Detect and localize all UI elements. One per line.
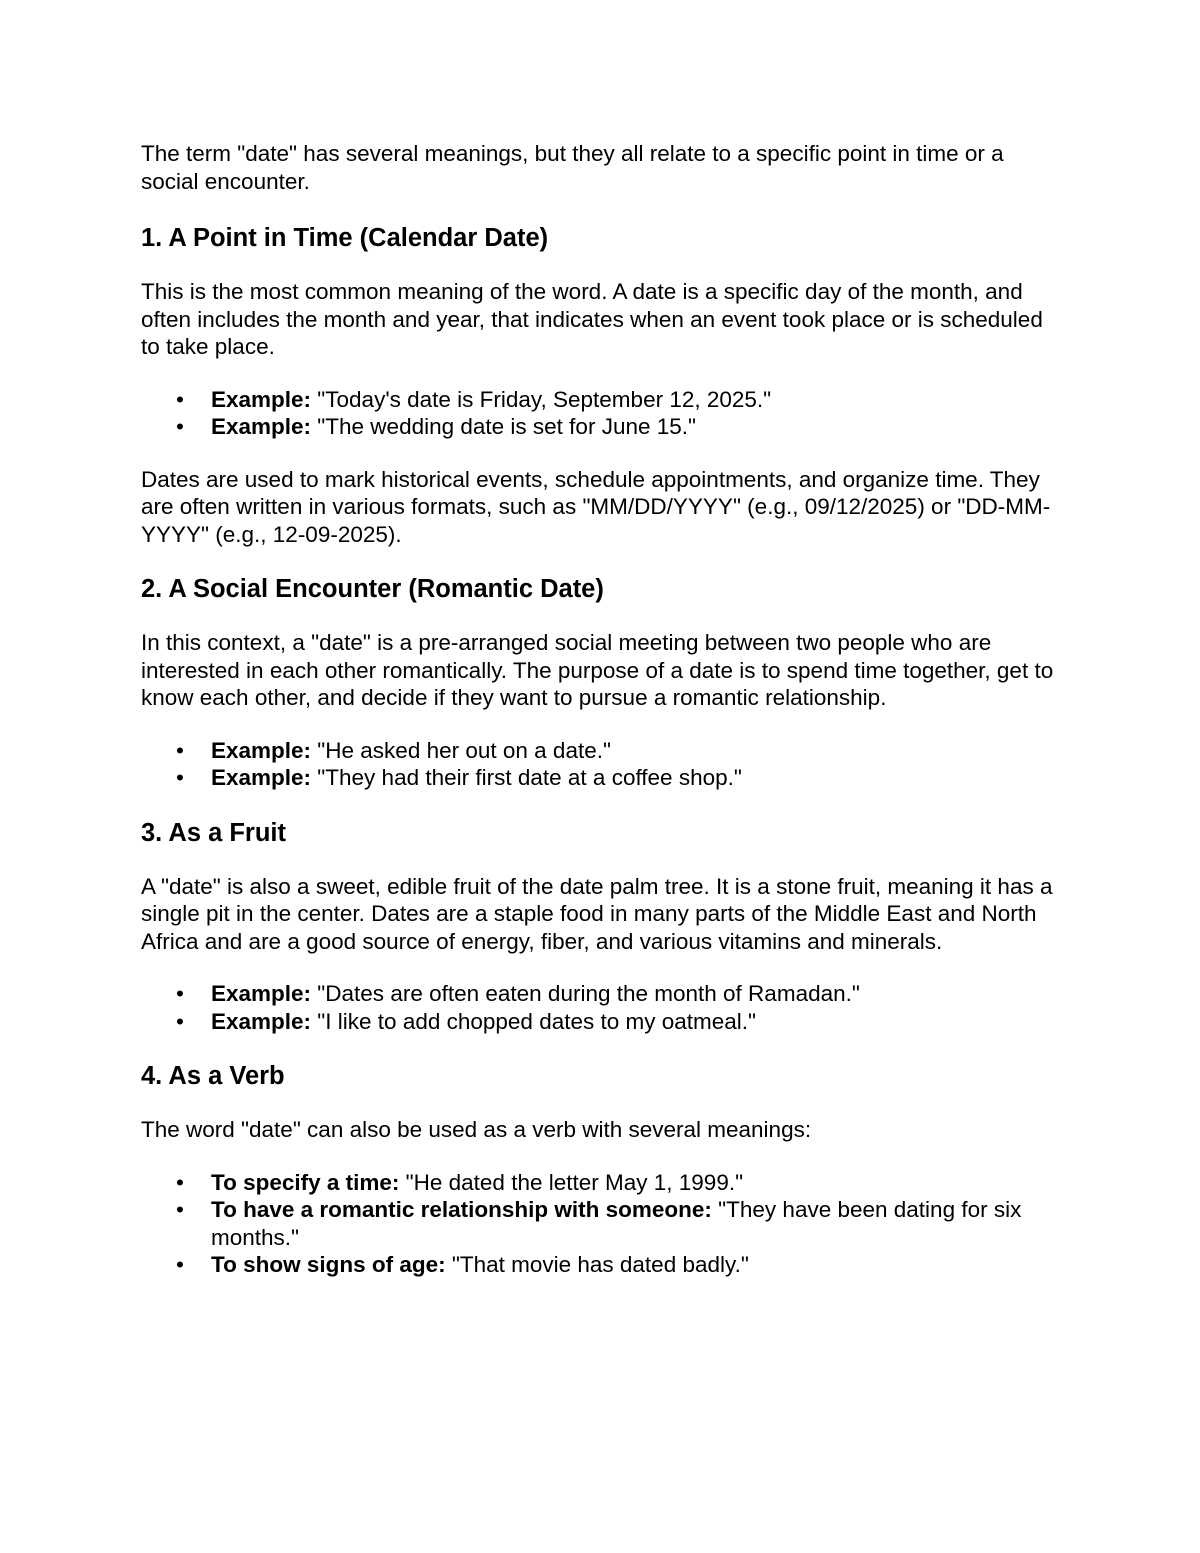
- example-text: "He asked her out on a date.": [311, 737, 611, 763]
- bullet-icon: •: [176, 414, 184, 439]
- meaning-label: To specify a time:: [211, 1169, 400, 1195]
- meaning-text: "He dated the letter May 1, 1999.": [399, 1169, 744, 1195]
- list-item: [141, 1169, 1061, 1197]
- intro-paragraph: The term "date" has several meanings, but they all relate to a specific point in time or a social encounter.: [141, 141, 1004, 194]
- example-label: Example:: [211, 414, 312, 439]
- section-heading-verb: 4. As a Verb: [141, 1062, 285, 1090]
- section-paragraph-fruit: A "date" is also a sweet, edible fruit of the date palm tree. It is a stone fruit, meaning it has a single pit in the center. Dates are a staple food in many parts of the Middle East and North Africa and are a good source of energy, fiber, and various vitamins and minerals.: [141, 873, 1053, 954]
- meaning-label: To show signs of age:: [211, 1252, 446, 1277]
- example-text: "They had their first date at a coffee shop.": [311, 765, 742, 790]
- bullet-icon: •: [176, 1169, 184, 1195]
- section-heading-calendar-date: 1. A Point in Time (Calendar Date): [141, 224, 549, 252]
- meaning-label: To have a romantic relationship with someone:: [211, 1197, 712, 1222]
- bullet-icon: •: [176, 981, 184, 1006]
- bullet-icon: •: [176, 1252, 184, 1277]
- bullet-icon: •: [176, 1197, 184, 1222]
- example-list-romantic-date: [141, 737, 1061, 792]
- example-text: "The wedding date is set for June 15.": [311, 414, 696, 439]
- example-label: Example:: [211, 981, 312, 1006]
- document-page: [141, 140, 1061, 1279]
- bullet-icon: •: [176, 737, 184, 763]
- section-paragraph-romantic-date: In this context, a "date" is a pre-arranged social meeting between two people who are interested in each other romantically. The purpose of a date is to spend time together, get to know each other, and decide if they want to pursue a romantic relationship.: [141, 630, 1054, 710]
- bullet-icon: •: [176, 765, 184, 790]
- example-label: Example:: [211, 1008, 312, 1034]
- meaning-text: "They have been dating for six months.": [211, 1197, 1022, 1250]
- list-item: [141, 1196, 1061, 1251]
- example-text: "Dates are often eaten during the month of Ramadan.": [311, 981, 860, 1006]
- list-item: [141, 1008, 1061, 1036]
- list-item: [141, 764, 1061, 792]
- example-label: Example:: [211, 737, 312, 763]
- section-followup-paragraph-calendar-date: Dates are used to mark historical events, schedule appointments, and organize time. They are often written in various formats, such as "MM/DD/YYYY" (e.g., 09/12/2025) or "DD-MM-YYYY" (e.g., 12-09-2025).: [141, 466, 1051, 547]
- example-text: "I like to add chopped dates to my oatmeal.": [311, 1008, 757, 1034]
- meaning-list-verb: [141, 1169, 1061, 1279]
- section-paragraph-verb: The word "date" can also be used as a verb with several meanings:: [141, 1117, 812, 1142]
- list-item: [141, 386, 1061, 414]
- section-paragraph-calendar-date: This is the most common meaning of the word. A date is a specific day of the month, and often includes the month and year, that indicates when an event took place or is scheduled to take place.: [141, 279, 1043, 359]
- list-item: [141, 1251, 1061, 1279]
- bullet-icon: •: [176, 386, 184, 412]
- section-heading-fruit: 3. As a Fruit: [141, 818, 287, 847]
- section-heading-romantic-date: 2. A Social Encounter (Romantic Date): [141, 575, 604, 603]
- list-item: [141, 413, 1061, 441]
- list-item: [141, 737, 1061, 765]
- example-text: "Today's date is Friday, September 12, 2025.": [311, 386, 772, 412]
- bullet-icon: •: [176, 1008, 184, 1034]
- list-item: [141, 980, 1061, 1008]
- example-label: Example:: [211, 765, 312, 790]
- example-list-calendar-date: [141, 386, 1061, 441]
- meaning-text: "That movie has dated badly.": [445, 1252, 749, 1277]
- example-label: Example:: [211, 386, 312, 412]
- example-list-fruit: [141, 980, 1061, 1035]
